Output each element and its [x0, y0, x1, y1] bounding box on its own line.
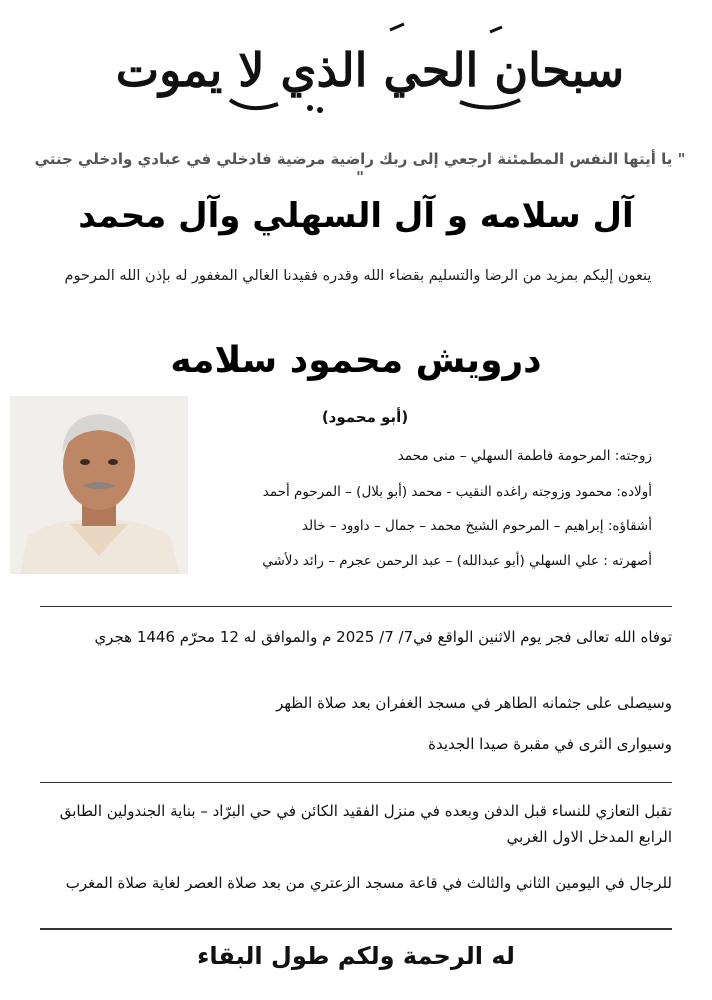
announcement-text: ينعون إليكم بمزيد من الرضا والتسليم بقضاء الله وقدره فقيدنا الغالي المغفور له بإذن الله المرحوم: [64, 268, 652, 284]
women-condolences-text: تقبل التعازي للنساء قبل الدفن وبعده في منزل الفقيد الكائن في حي البرّاد – بناية الجندولين الطابق الرابع المدخل الاول الغربي: [59, 802, 672, 846]
divider-3: [40, 928, 672, 930]
divider-1: [40, 606, 672, 607]
calligraphy-header: [115, 8, 625, 120]
calligraphy-title: سبحان الحي الذي لا يموت: [115, 43, 625, 97]
brothers-line: أشقاؤه: إبراهيم – المرحوم الشيخ محمد – جمال – داوود – خالد: [301, 518, 652, 534]
men-condolences-text: للرجال في اليومين الثاني والثالث في قاعة مسجد الزعتري من بعد صلاة العصر لغاية صلاة المغرب: [65, 874, 672, 892]
closing-phrase: له الرحمة ولكم طول البقاء: [197, 942, 515, 970]
family-names: آل سلامه و آل السهلي وآل محمد: [78, 196, 634, 236]
deceased-nickname: (أبو محمود): [321, 408, 409, 426]
children-line: أولاده: محمود وزوجته راغده النقيب - محمد (أبو بلال) – المرحوم أحمد: [262, 484, 652, 500]
quran-verse: " يا أيتها النفس المطمئنة ارجعي إلى ربك راضية مرضية فادخلي في عبادي وادخلي جنتي ": [34, 150, 686, 186]
in-laws-line: أصهرته : علي السهلي (أبو عبدالله) – عبد الرحمن عجرم – رائد دلأشي: [262, 553, 652, 569]
death-date-text: توفاه الله تعالى فجر يوم الاثنين الواقع في7/ 7/ 2025 م والموافق له 12 محرّم 1446 هجري: [94, 628, 672, 646]
funeral-prayer-text: وسيصلى على جثمانه الطاهر في مسجد الغفران بعد صلاة الظهر: [276, 694, 672, 712]
burial-text: وسيوارى الثرى في مقبرة صيدا الجديدة: [428, 735, 672, 753]
divider-2: [40, 782, 672, 783]
wife-line: زوجته: المرحومة فاطمة السهلي – منى محمد: [397, 448, 652, 464]
deceased-name: درويش محمود سلامه: [170, 340, 542, 381]
